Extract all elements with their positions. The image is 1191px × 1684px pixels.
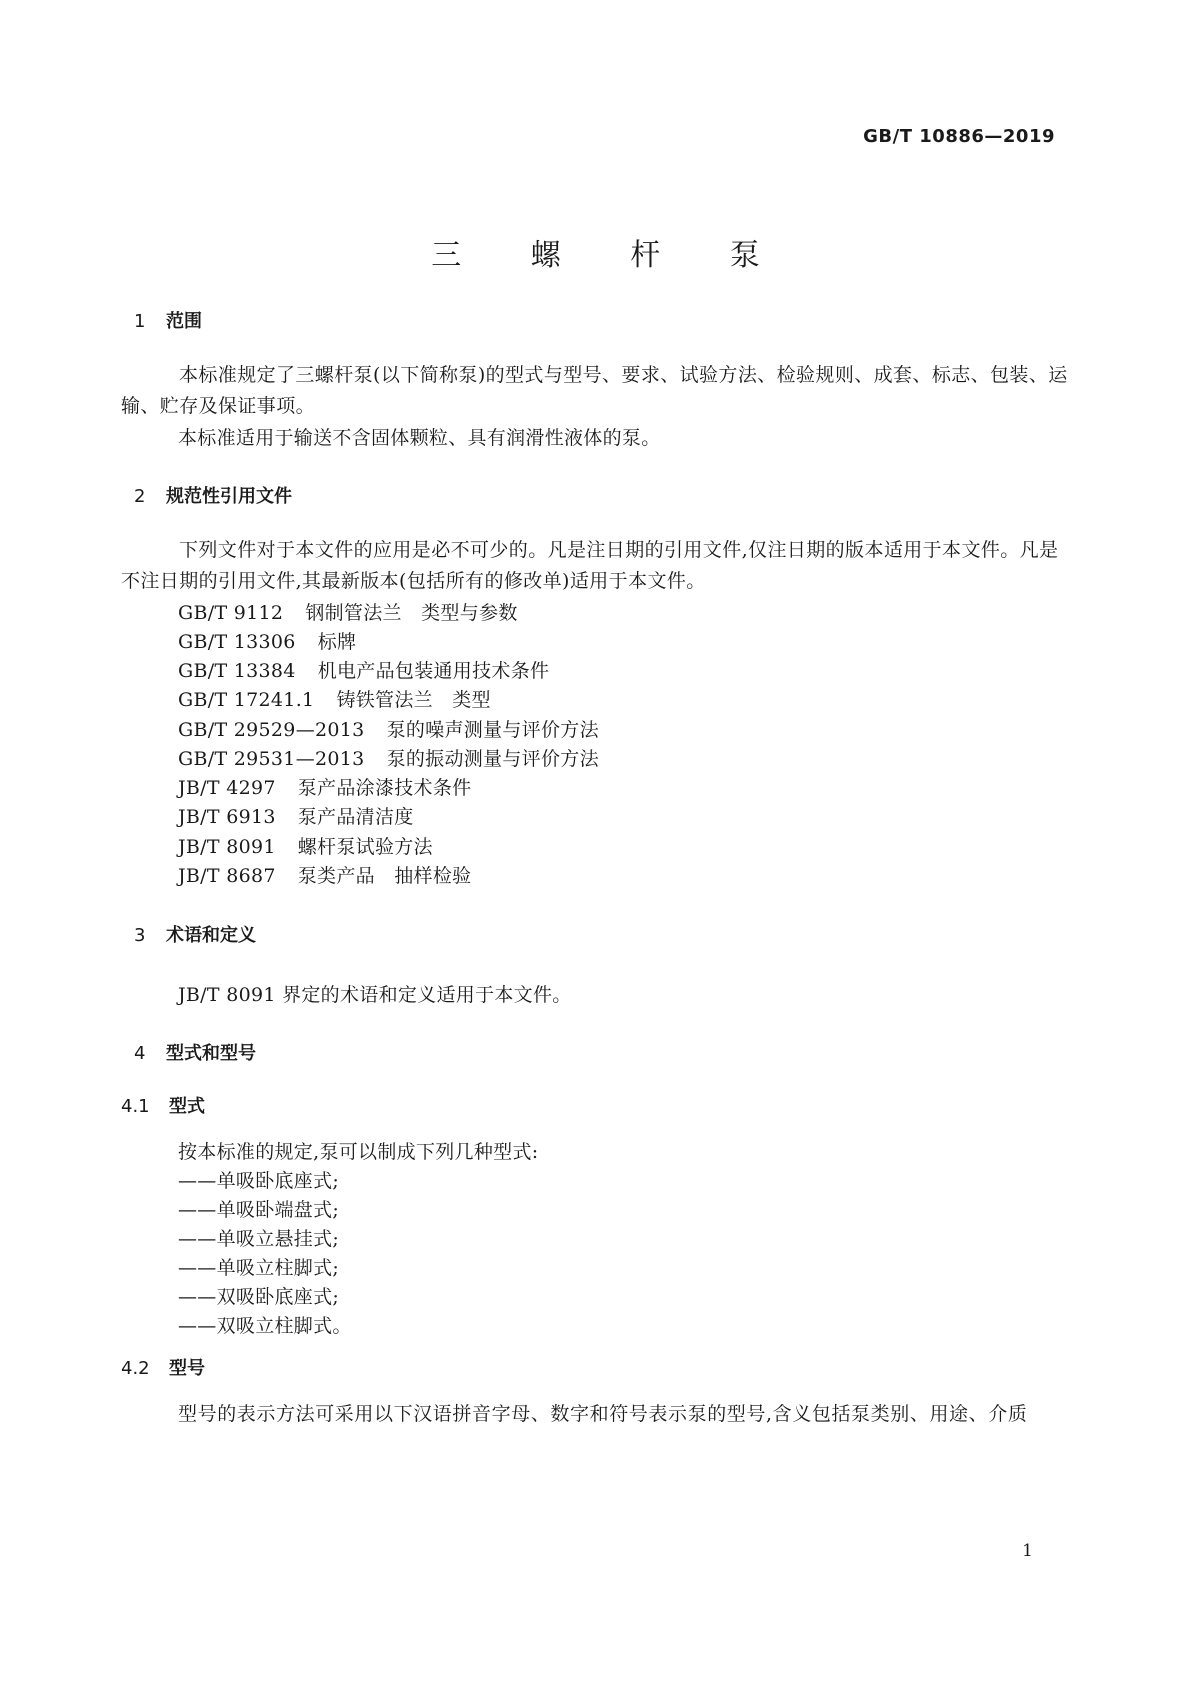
list-item: ——双吸卧底座式;: [178, 1286, 340, 1308]
subsection-4-1-intro: 按本标准的规定,泵可以制成下列几种型式:: [178, 1141, 539, 1163]
document-title: 三 螺 杆 泵: [431, 238, 790, 273]
list-item: ——单吸立悬挂式;: [178, 1228, 340, 1250]
reference-item: GB/T 9112 钢制管法兰 类型与参数: [178, 602, 518, 624]
section-2-paragraph-1: 下列文件对于本文件的应用是必不可少的。凡是注日期的引用文件,仅注日期的版本适用于本文件。凡是不注日期的引用文件,其最新版本(包括所有的修改单)适用于本文件。: [121, 539, 1059, 592]
list-item: ——单吸卧端盘式;: [178, 1199, 340, 1221]
reference-item: GB/T 13306 标牌: [178, 631, 357, 653]
reference-item: JB/T 4297 泵产品涂漆技术条件: [178, 777, 472, 799]
section-title: 型号: [169, 1358, 205, 1379]
list-item: ——双吸立柱脚式。: [178, 1315, 352, 1337]
section-1-paragraph-1: 本标准规定了三螺杆泵(以下简称泵)的型式与型号、要求、试验方法、检验规则、成套、标志、包装、运输、贮存及保证事项。: [121, 364, 1068, 417]
reference-item: JB/T 8091 螺杆泵试验方法: [178, 836, 433, 858]
section-number: 4.2: [121, 1358, 150, 1379]
list-item: ——单吸卧底座式;: [178, 1170, 340, 1192]
reference-item: JB/T 6913 泵产品清洁度: [178, 806, 414, 828]
section-title: 型式: [169, 1096, 205, 1117]
section-1-paragraph-2: 本标准适用于输送不含固体颗粒、具有润滑性液体的泵。: [178, 427, 661, 449]
reference-item: GB/T 29529—2013 泵的噪声测量与评价方法: [178, 719, 599, 741]
section-number: 1: [134, 311, 146, 332]
subsection-4-1-heading: [121, 1092, 205, 1118]
section-number: 3: [134, 925, 146, 946]
section-title: 规范性引用文件: [166, 486, 292, 507]
reference-item: GB/T 17241.1 铸铁管法兰 类型: [178, 689, 491, 711]
section-title: 型式和型号: [166, 1043, 256, 1064]
reference-item: GB/T 29531—2013 泵的振动测量与评价方法: [178, 748, 599, 770]
section-number: 2: [134, 486, 146, 507]
section-title: 术语和定义: [166, 925, 256, 946]
section-title: 范围: [166, 311, 202, 332]
section-4-heading: [134, 1039, 256, 1065]
section-3-heading: [134, 921, 256, 947]
page-number: 1: [1022, 1541, 1033, 1561]
section-3-paragraph-1: JB/T 8091 界定的术语和定义适用于本文件。: [178, 984, 572, 1006]
reference-item: GB/T 13384 机电产品包装通用技术条件: [178, 660, 550, 682]
section-number: 4: [134, 1043, 146, 1064]
document-number: GB/T 10886—2019: [863, 126, 1055, 147]
list-item: ——单吸立柱脚式;: [178, 1257, 340, 1279]
section-2-heading: [134, 482, 292, 508]
section-number: 4.1: [121, 1096, 150, 1117]
section-1-heading: [134, 307, 202, 333]
subsection-4-2-paragraph-1: 型号的表示方法可采用以下汉语拼音字母、数字和符号表示泵的型号,含义包括泵类别、用途、介质: [178, 1403, 1028, 1425]
subsection-4-2-heading: [121, 1354, 205, 1380]
reference-item: JB/T 8687 泵类产品 抽样检验: [178, 865, 472, 887]
